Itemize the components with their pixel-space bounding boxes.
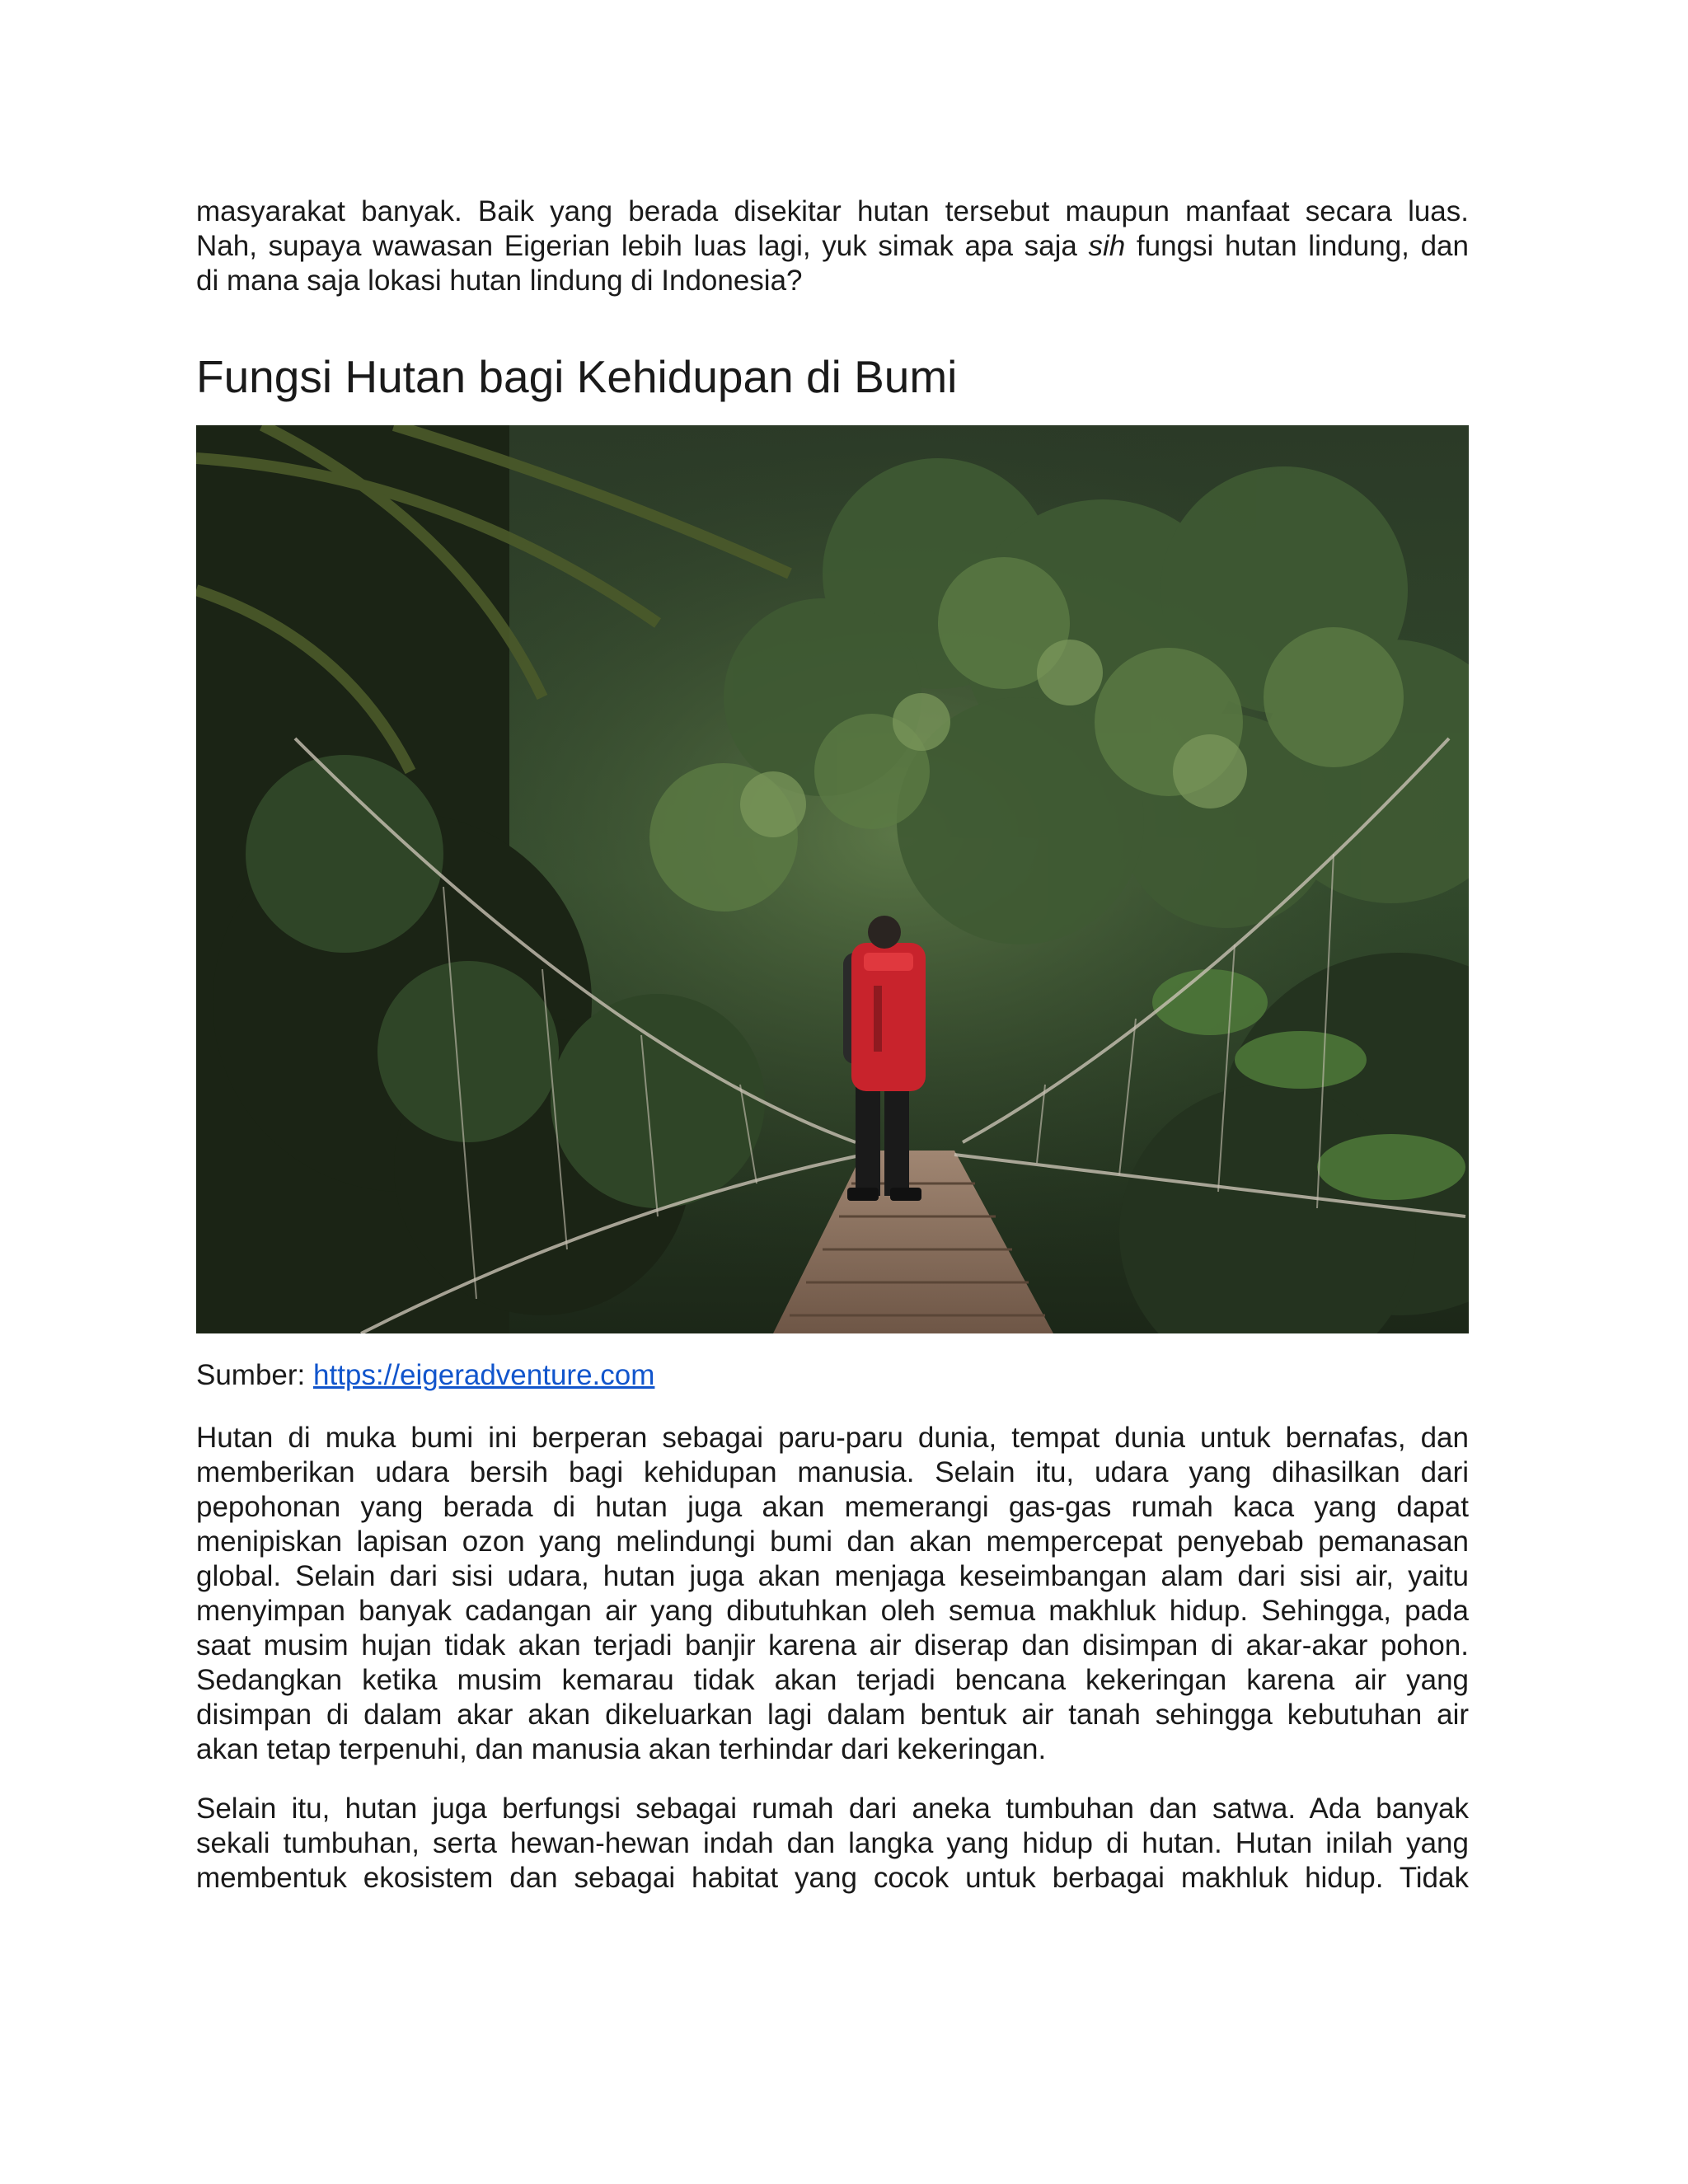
intro-line-1: masyarakat banyak. Baik yang berada disekitar hutan tersebut maupun manfaat secara luas. xyxy=(196,195,1469,227)
intro-line-2-text: Nah, supaya wawasan Eigerian lebih luas lagi, yuk simak apa saja xyxy=(196,230,1089,262)
paragraph3-line-2: sekali tumbuhan, serta hewan-hewan indah dan langka yang hidup di hutan. Hutan inilah yang xyxy=(196,1827,1469,1859)
paragraph2-line-8: Sedangkan ketika musim kemarau tidak akan terjadi bencana kekeringan karena air yang xyxy=(196,1664,1469,1696)
paragraph2-line-4: menipiskan lapisan ozon yang melindungi bumi dan akan mempercepat penyebab pemanasan xyxy=(196,1526,1469,1558)
paragraph3-line-1: Selain itu, hutan juga berfungsi sebagai rumah dari aneka tumbuhan dan satwa. Ada banyak xyxy=(196,1793,1469,1825)
intro-line-3: di mana saja lokasi hutan lindung di Indonesia? xyxy=(196,265,803,297)
paragraph2-line-6: menyimpan banyak cadangan air yang dibutuhkan oleh semua makhluk hidup. Sehingga, pada xyxy=(196,1595,1469,1627)
paragraph2-line-5: global. Selain dari sisi udara, hutan juga akan menjaga keseimbangan alam dari sisi air, yaitu xyxy=(196,1560,1469,1592)
paragraph2-line-3: pepohonan yang berada di hutan juga akan memerangi gas-gas rumah kaca yang dapat xyxy=(196,1491,1469,1523)
forest-bridge-photo xyxy=(196,425,1469,1333)
intro-line-2 xyxy=(196,229,1469,264)
image-source xyxy=(196,1358,654,1393)
paragraph2-line-1: Hutan di muka bumi ini berperan sebagai paru-paru dunia, tempat dunia untuk bernafas, dan xyxy=(196,1422,1469,1454)
paragraph3-line-3: membentuk ekosistem dan sebagai habitat yang cocok untuk berbagai makhluk hidup. Tidak xyxy=(196,1862,1469,1894)
intro-italic-word: sih xyxy=(1088,230,1126,262)
hiker-bridge-illustration xyxy=(196,425,1469,1333)
intro-paragraph xyxy=(196,194,1469,298)
paragraph2-line-10: akan tetap terpenuhi, dan manusia akan terhindar dari kekeringan. xyxy=(196,1733,1047,1765)
paragraph2-line-9: disimpan di dalam akar akan dikeluarkan lagi dalam bentuk air tanah sehingga kebutuhan air xyxy=(196,1699,1469,1731)
intro-line-2-tail: fungsi hutan lindung, dan xyxy=(1125,230,1469,262)
paragraph2-line-2: memberikan udara bersih bagi kehidupan manusia. Selain itu, udara yang dihasilkan dari xyxy=(196,1456,1469,1488)
paragraph2-line-7: saat musim hujan tidak akan terjadi banjir karena air diserap dan disimpan di akar-akar pohon. xyxy=(196,1629,1469,1661)
source-label: Sumber: xyxy=(196,1359,313,1391)
source-link[interactable]: https://eigeradventure.com xyxy=(313,1359,655,1391)
paragraph-habitat xyxy=(196,1792,1469,1896)
section-heading: Fungsi Hutan bagi Kehidupan di Bumi xyxy=(196,351,958,402)
paragraph-forest-functions xyxy=(196,1421,1469,1767)
document-page xyxy=(196,194,1469,1894)
